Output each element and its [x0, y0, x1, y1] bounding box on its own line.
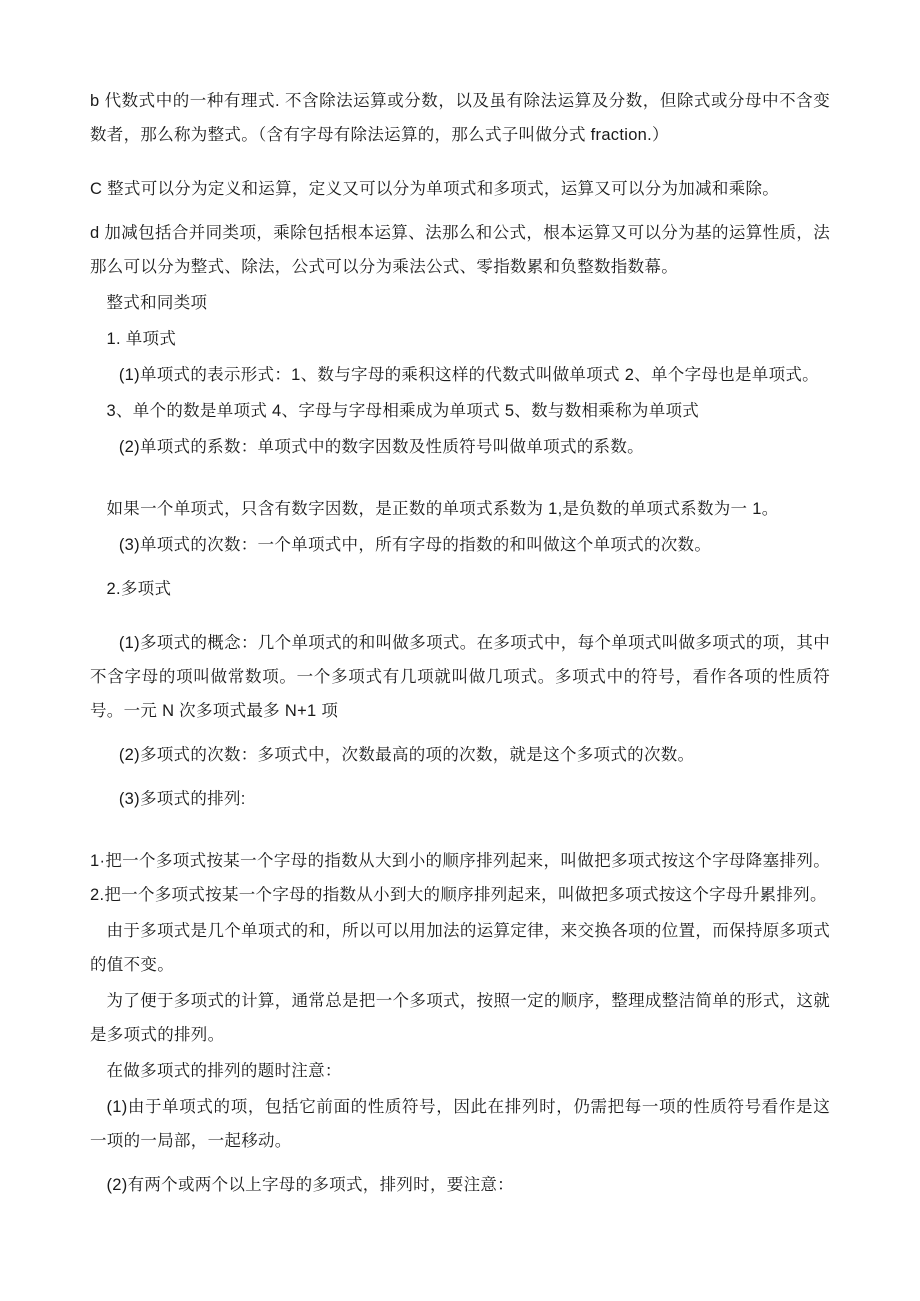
paragraph: 3、单个的数是单项式 4、字母与字母相乘成为单项式 5、数与数相乘称为单项式: [106, 402, 700, 420]
paragraph: (1)多项式的概念：几个单项式的和叫做多项式。在多项式中，每个单项式叫做多项式的项，其中不含字母的项叫做常数项。一个多项式有几项就叫做几项式。多项式中的符号，看作各项的性质符号。一元 N 次多项式最多 N+1 项: [90, 634, 830, 720]
paragraph: 为了便于多项式的计算，通常总是把一个多项式，按照一定的顺序，整理成整洁简单的形式，这就是多项式的排列。: [90, 992, 830, 1044]
paragraph: (3)多项式的排列:: [118, 790, 246, 808]
paragraph: 1. 单项式: [106, 330, 177, 348]
paragraph: 在做多项式的排列的题时注意：: [106, 1062, 342, 1080]
paragraph: b 代数式中的一种有理式. 不含除法运算或分数，以及虽有除法运算及分数，但除式或分母中不含变数者，那么称为整式。（含有字母有除法运算的，那么式子叫做分式 fraction.）: [90, 92, 830, 144]
paragraph: (1)由于单项式的项，包括它前面的性质符号，因此在排列时，仍需把每一项的性质符号看作是这一项的一局部，一起移动。: [90, 1098, 830, 1150]
paragraph: d 加减包括合并同类项，乘除包括根本运算、法那么和公式，根本运算又可以分为基的运算性质，法那么可以分为整式、除法，公式可以分为乘法公式、零指数累和负整数指数幕。: [90, 224, 830, 276]
paragraph: 1·把一个多项式按某一个字母的指数从大到小的顺序排列起来，叫做把多项式按这个字母降塞排列。2.把一个多项式按某一个字母的指数从小到大的顺序排列起来，叫做把多项式按这个字母升累排列。: [90, 852, 830, 904]
paragraph: 如果一个单项式，只含有数字因数，是正数的单项式系数为 1,是负数的单项式系数为一 1。: [106, 500, 779, 518]
paragraph: (2)单项式的系数：单项式中的数字因数及性质符号叫做单项式的系数。: [118, 438, 644, 456]
paragraph: 由于多项式是几个单项式的和，所以可以用加法的运算定律，来交换各项的位置，而保持原多项式的值不变。: [90, 922, 830, 974]
paragraph: (1)单项式的表示形式：1、数与字母的乘积这样的代数式叫做单项式 2、单个字母也是单项式。: [118, 366, 819, 384]
paragraph: (3)单项式的次数：一个单项式中，所有字母的指数的和叫做这个单项式的次数。: [118, 536, 712, 554]
paragraph: (2)有两个或两个以上字母的多项式，排列时，要注意：: [106, 1176, 514, 1194]
paragraph: 2.多项式: [106, 580, 172, 598]
document-content: [90, 84, 830, 1202]
paragraph: 整式和同类项: [106, 294, 208, 312]
paragraph: (2)多项式的次数：多项式中，次数最高的项的次数，就是这个多项式的次数。: [118, 746, 695, 764]
paragraph: C 整式可以分为定义和运算，定义又可以分为单项式和多项式，运算又可以分为加减和乘除。: [90, 180, 780, 198]
